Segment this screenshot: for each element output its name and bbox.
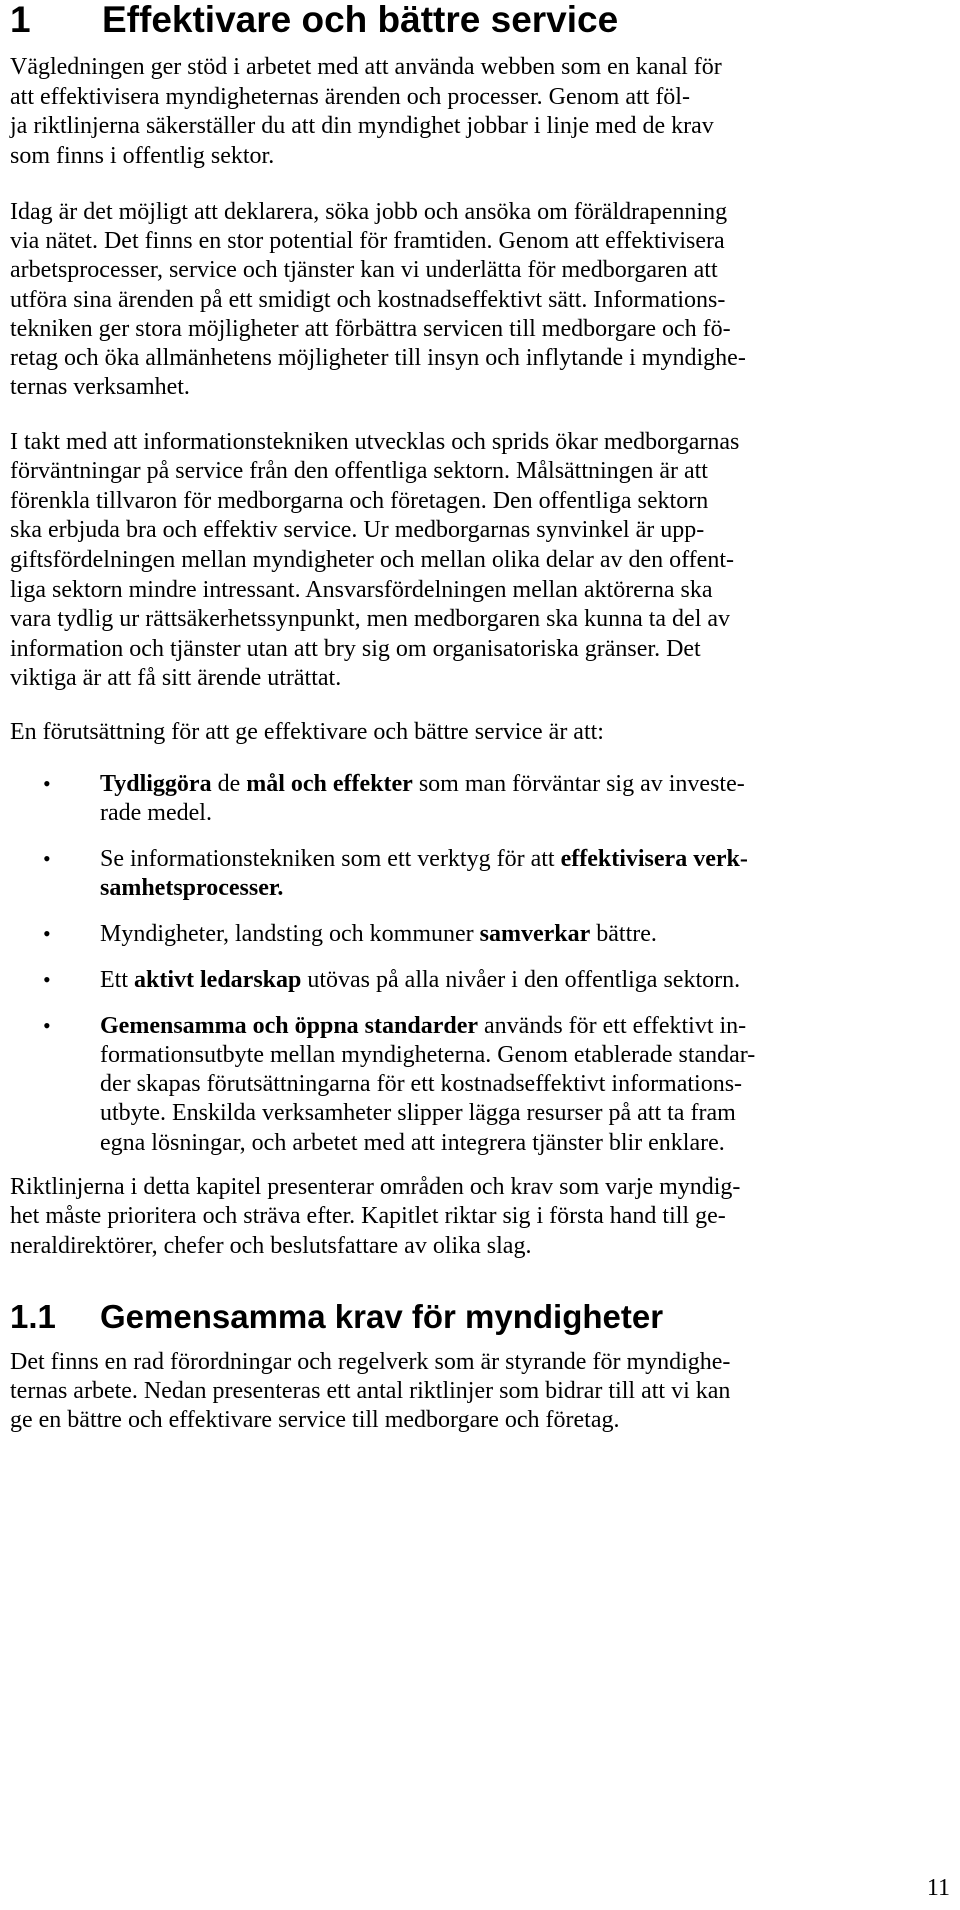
text-line: neraldirektörer, chefer och beslutsfattare av olika slag. bbox=[10, 1233, 532, 1259]
chapter-heading bbox=[10, 0, 618, 40]
chapter-title: Effektivare och bättre service bbox=[102, 0, 619, 40]
chapter-number: 1 bbox=[10, 0, 31, 40]
bold-text: Gemensamma och öppna standarder bbox=[100, 1013, 479, 1039]
bold-text: effektivisera verk- bbox=[560, 846, 748, 872]
section-title: Gemensamma krav för myndigheter bbox=[100, 1298, 664, 1335]
text-line: formationsutbyte mellan myndigheterna. Genom etablerade standar- bbox=[100, 1042, 756, 1068]
section-heading bbox=[10, 1298, 663, 1336]
bold-text: aktivt ledarskap bbox=[134, 967, 302, 993]
text-line bbox=[100, 922, 657, 946]
section-number: 1.1 bbox=[10, 1298, 56, 1335]
text-line: tekniken ger stora möjligheter att förbättra servicen till medborgare och fö- bbox=[10, 316, 731, 342]
bullet-icon: • bbox=[43, 771, 51, 796]
text-line: ternas arbete. Nedan presenteras ett antal riktlinjer som bidrar till att vi kan bbox=[10, 1378, 731, 1404]
text-line: Idag är det möjligt att deklarera, söka jobb och ansöka om föräldrapenning bbox=[10, 199, 728, 225]
text-line: rade medel. bbox=[100, 800, 212, 826]
text-span: som man förväntar sig av investe- bbox=[412, 771, 745, 797]
bold-text: mål och effekter bbox=[246, 771, 413, 797]
text-line: Riktlinjerna i detta kapitel presenterar områden och krav som varje myndig- bbox=[10, 1174, 741, 1200]
bullet-icon: • bbox=[43, 846, 51, 871]
text-line: viktiga är att få sitt ärende uträttat. bbox=[10, 665, 342, 691]
text-line: utbyte. Enskilda verksamheter slipper lägga resurser på att ta fram bbox=[100, 1100, 736, 1126]
text-span: används för ett effektivt in- bbox=[478, 1013, 747, 1039]
text-line: information och tjänster utan att bry sig om organisatoriska gränser. Det bbox=[10, 636, 701, 662]
text-span: utövas på alla nivåer i den offentliga sektorn. bbox=[301, 967, 741, 993]
text-line: het måste prioritera och sträva efter. Kapitlet riktar sig i första hand till ge- bbox=[10, 1203, 726, 1229]
text-span: Myndigheter, landsting och kommuner bbox=[100, 921, 480, 947]
text-line: via nätet. Det finns en stor potential för framtiden. Genom att effektivisera bbox=[10, 228, 725, 254]
text-line: ska erbjuda bra och effektiv service. Ur medborgarnas synvinkel är upp- bbox=[10, 517, 705, 543]
bullet-intro: En förutsättning för att ge effektivare och bättre service är att: bbox=[10, 719, 604, 745]
text-line: I takt med att informationstekniken utvecklas och sprids ökar medborgarnas bbox=[10, 429, 740, 455]
text-line bbox=[100, 876, 283, 900]
text-line: giftsfördelningen mellan myndigheter och mellan olika delar av den offent- bbox=[10, 547, 734, 573]
text-line: liga sektorn mindre intressant. Ansvarsfördelningen mellan aktörerna ska bbox=[10, 577, 713, 603]
text-line bbox=[100, 1014, 746, 1038]
text-line: ternas verksamhet. bbox=[10, 374, 190, 400]
text-line: förväntningar på service från den offentliga sektorn. Målsättningen är att bbox=[10, 458, 708, 484]
text-line: arbetsprocesser, service och tjänster kan vi underlätta för medborgaren att bbox=[10, 257, 718, 283]
text-line: att effektivisera myndigheternas ärenden och processer. Genom att föl- bbox=[10, 84, 690, 110]
bullet-icon: • bbox=[43, 967, 51, 992]
text-line bbox=[100, 847, 748, 871]
bold-text: samhetsprocesser. bbox=[100, 875, 284, 901]
bullet-icon: • bbox=[43, 921, 51, 946]
text-line: som finns i offentlig sektor. bbox=[10, 143, 275, 169]
bullet-icon: • bbox=[43, 1013, 51, 1038]
text-span: bättre. bbox=[590, 921, 657, 947]
text-span: de bbox=[211, 771, 247, 797]
text-line: retag och öka allmänhetens möjligheter till insyn och inflytande i myndighe- bbox=[10, 345, 746, 371]
text-line bbox=[100, 968, 740, 992]
text-line: Vägledningen ger stöd i arbetet med att använda webben som en kanal för bbox=[10, 54, 722, 80]
text-line: förenkla tillvaron för medborgarna och företagen. Den offentliga sektorn bbox=[10, 488, 709, 514]
bold-text: samverkar bbox=[479, 921, 591, 947]
text-line: vara tydlig ur rättsäkerhetssynpunkt, men medborgaren ska kunna ta del av bbox=[10, 606, 731, 632]
bold-text: Tydliggöra bbox=[100, 771, 212, 797]
text-line: der skapas förutsättningarna för ett kostnadseffektivt informations- bbox=[100, 1071, 743, 1097]
text-line: egna lösningar, och arbetet med att integrera tjänster blir enklare. bbox=[100, 1130, 725, 1156]
text-span: Ett bbox=[100, 967, 134, 993]
text-line: utföra sina ärenden på ett smidigt och kostnadseffektivt sätt. Informations- bbox=[10, 287, 726, 313]
text-line: ja riktlinjerna säkerställer du att din myndighet jobbar i linje med de krav bbox=[10, 113, 714, 139]
text-line: Det finns en rad förordningar och regelverk som är styrande för myndighe- bbox=[10, 1349, 731, 1375]
text-line bbox=[100, 772, 745, 796]
text-line: ge en bättre och effektivare service till medborgare och företag. bbox=[10, 1407, 620, 1433]
text-span: Se informationstekniken som ett verktyg för att bbox=[100, 846, 561, 872]
page-number: 11 bbox=[926, 1875, 950, 1901]
